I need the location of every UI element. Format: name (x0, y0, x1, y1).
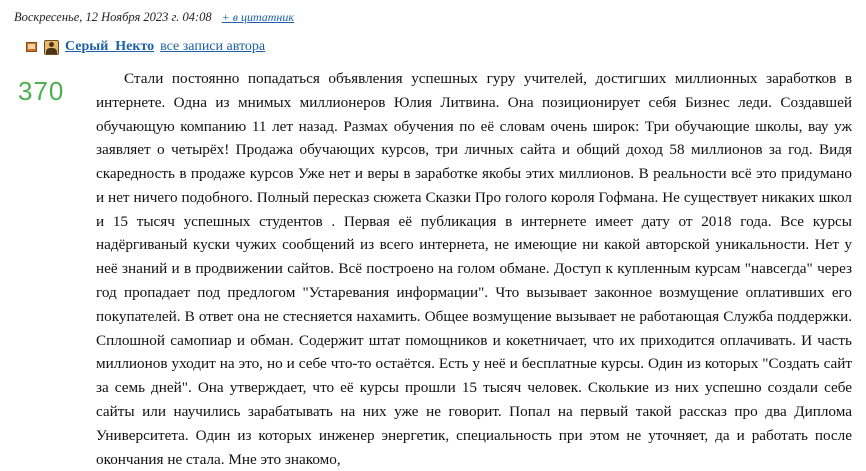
post-meta (14, 10, 854, 25)
user-avatar-icon (44, 40, 59, 55)
orange-badge-icon (26, 41, 38, 53)
add-to-citation-link[interactable]: + в цитатник (221, 10, 294, 24)
post-date: Воскресенье, 12 Ноября 2023 г. 04:08 (14, 10, 212, 24)
author-row (26, 39, 854, 55)
post-rating: 370 (18, 76, 65, 106)
author-all-posts-link[interactable]: все записи автора (160, 39, 266, 54)
author-name-link[interactable]: Серый_Некто (65, 39, 155, 54)
post-body-text: Стали постоянно попадаться объявления успешных гуру учителей, достигших миллионных заработков в интернете. Одна из мнимых миллионеров Юлия Литвина. Она позиционирует себя Бизнес леди. Создавшей обучающую компанию 11 лет назад. Размах обучения по её словам очень широк: Три обучающие школы, вау уж заявляет о четырёх! Продажа обучающих курсов, три личных сайта и общий доход 58 миллионов за год. Видя скаредность в продаже курсов Уже нет и веры в заработке якобы этих миллионов. В реальности всё это придумано и нет ничего подобного. Полный пересказ сюжета Сказки Про голого короля Гофмана. Не существует никаких школ и 15 тысяч успешных студентов . Первая её публикация в интернете имеет дату от 2018 года. Все курсы надёргиваный куски чужих сообщений из всего интернета, не имеющие ни какой авторской уникальности. Нет у неё знаний и в продвижении сайтов. Всё построено на голом обмане. Доступ к купленным курсам "навсегда" через год пропадает под предлогом "Устаревания информации". Что вызывает законное возмущение оплативших его покупателей. В ответ она не стесняется нахамить. Общее возмущение вызывает не работающая Служба поддержки. Сплошной самопиар и обман. Содержит штат помощников и кокетничает, что их приходится оплачивать. И часть миллионов уходит на это, но и себе что-то остаётся. Есть у неё и бесплатные курсы. Один из которых "Создать сайт за семь дней". Она утверждает, что её курсы прошли 15 тысяч человек. Сколькие из них успешно создали себе сайты или научились зарабатывать на них уже не говорит. Попал на первый такой рассказ про два Диплома Университета. Один из которых инженер энергетик, специальность при этом не уточняет, да и работать после окончания не стала. Мне это знакомо, (96, 70, 852, 468)
